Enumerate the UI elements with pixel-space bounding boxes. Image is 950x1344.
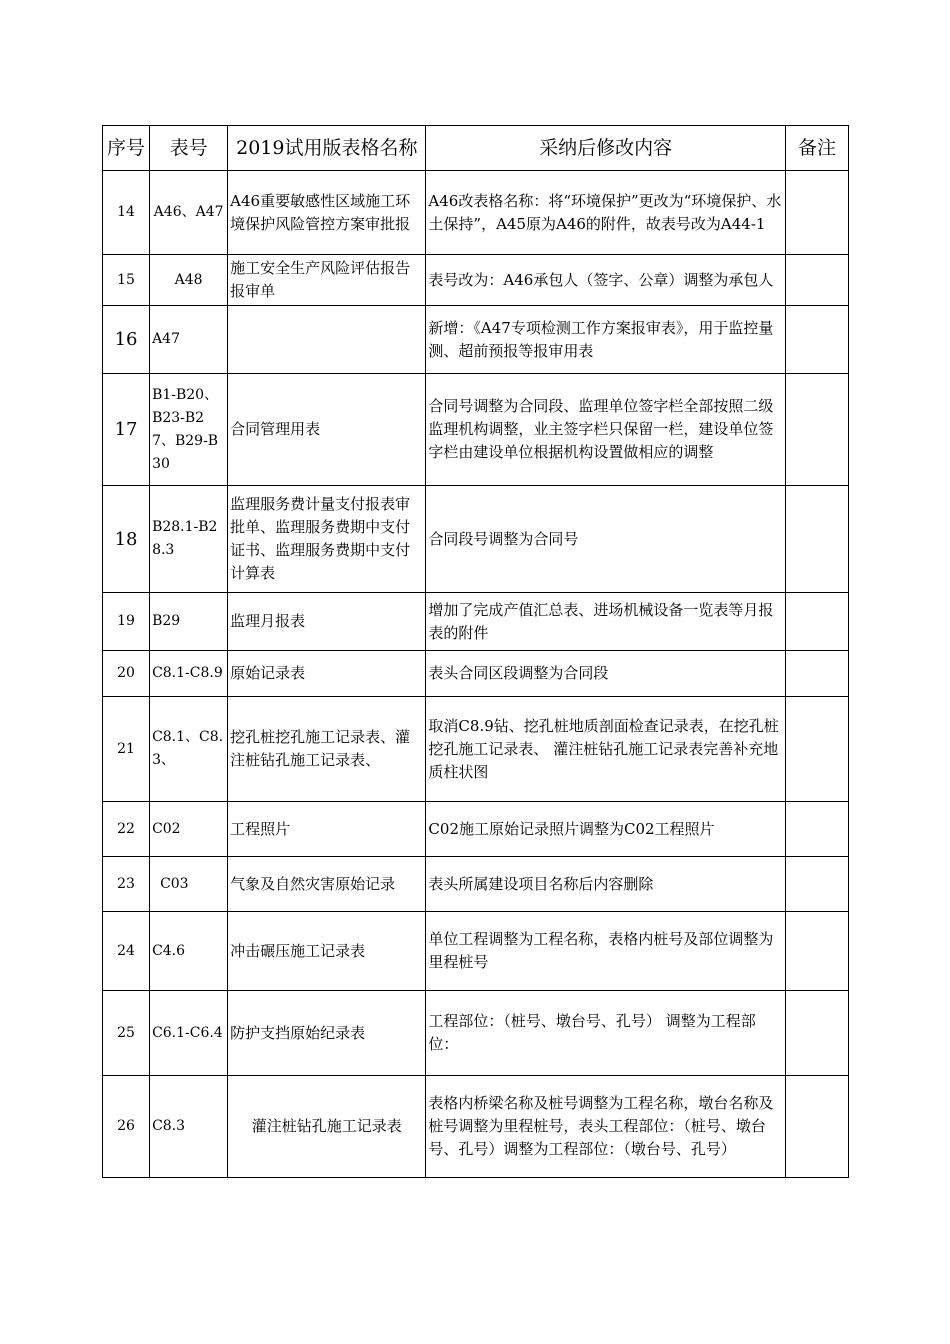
table-row xyxy=(103,486,849,593)
row-name: 工程照片 xyxy=(228,802,426,857)
row-content: 增加了完成产值汇总表、进场机械设备一览表等月报表的附件 xyxy=(426,593,785,651)
row-note xyxy=(785,912,848,991)
row-name xyxy=(228,306,426,374)
row-seq: 20 xyxy=(103,651,150,697)
row-seq: 25 xyxy=(103,991,150,1076)
table-row xyxy=(103,255,849,306)
table-row xyxy=(103,1076,849,1178)
row-content: 表头所属建设项目名称后内容删除 xyxy=(426,857,785,912)
row-code: C8.3 xyxy=(150,1076,228,1178)
row-content: 合同段号调整为合同号 xyxy=(426,486,785,593)
row-note xyxy=(785,255,848,306)
table-row xyxy=(103,697,849,802)
row-note xyxy=(785,697,848,802)
row-code: C6.1-C6.4 xyxy=(150,991,228,1076)
row-content: 新增：《A47专项检测工作方案报审表》，用于监控量测、超前预报等报审用表 xyxy=(426,306,785,374)
row-name: 防护支挡原始纪录表 xyxy=(228,991,426,1076)
row-seq: 19 xyxy=(103,593,150,651)
row-name: A46重要敏感性区域施工环境保护风险管控方案审批报 xyxy=(228,171,426,255)
row-note xyxy=(785,802,848,857)
table-row xyxy=(103,802,849,857)
row-content: 表号改为：A46承包人（签字、公章）调整为承包人 xyxy=(426,255,785,306)
row-code: B29 xyxy=(150,593,228,651)
row-content: 表头合同区段调整为合同段 xyxy=(426,651,785,697)
row-content: C02施工原始记录照片调整为C02工程照片 xyxy=(426,802,785,857)
row-seq: 16 xyxy=(103,306,150,374)
row-content: 取消C8.9钻、挖孔桩地质剖面检查记录表，在挖孔桩挖孔施工记录表、 灌注桩钻孔施工记录表完善补充地质柱状图 xyxy=(426,697,785,802)
row-seq: 23 xyxy=(103,857,150,912)
row-note xyxy=(785,991,848,1076)
table-header-row xyxy=(103,126,849,171)
row-note xyxy=(785,593,848,651)
row-seq: 24 xyxy=(103,912,150,991)
row-code: A47 xyxy=(150,306,228,374)
table-row xyxy=(103,651,849,697)
row-note xyxy=(785,306,848,374)
row-name: 原始记录表 xyxy=(228,651,426,697)
row-seq: 22 xyxy=(103,802,150,857)
row-name: 监理月报表 xyxy=(228,593,426,651)
row-note xyxy=(785,1076,848,1178)
header-note: 备注 xyxy=(785,126,848,171)
table-row xyxy=(103,374,849,486)
row-note xyxy=(785,486,848,593)
header-code: 表号 xyxy=(150,126,228,171)
row-code: A46、A47 xyxy=(150,171,228,255)
row-seq: 17 xyxy=(103,374,150,486)
row-name: 冲击碾压施工记录表 xyxy=(228,912,426,991)
row-name: 灌注桩钻孔施工记录表 xyxy=(228,1076,426,1178)
row-name: 气象及自然灾害原始记录 xyxy=(228,857,426,912)
row-seq: 14 xyxy=(103,171,150,255)
row-name: 监理服务费计量支付报表审批单、监理服务费期中支付证书、监理服务费期中支付计算表 xyxy=(228,486,426,593)
row-note xyxy=(785,374,848,486)
table-row xyxy=(103,857,849,912)
row-seq: 18 xyxy=(103,486,150,593)
row-name: 合同管理用表 xyxy=(228,374,426,486)
row-content: A46改表格名称：将“环境保护”更改为“环境保护、水土保持”，A45原为A46的附件，故表号改为A44-1 xyxy=(426,171,785,255)
row-code: C8.1、C8.3、 xyxy=(150,697,228,802)
row-name: 挖孔桩挖孔施工记录表、灌注桩钻孔施工记录表、 xyxy=(228,697,426,802)
table-row xyxy=(103,593,849,651)
row-code: B28.1-B28.3 xyxy=(150,486,228,593)
row-name: 施工安全生产风险评估报告报审单 xyxy=(228,255,426,306)
row-content: 合同号调整为合同段、监理单位签字栏全部按照二级监理机构调整，业主签字栏只保留一栏，建设单位签字栏由建设单位根据机构设置做相应的调整 xyxy=(426,374,785,486)
row-code: C4.6 xyxy=(150,912,228,991)
table-row xyxy=(103,171,849,255)
revision-table xyxy=(102,125,849,1178)
table-row xyxy=(103,306,849,374)
row-code: B1-B20、B23-B27、B29-B30 xyxy=(152,386,219,472)
table-row xyxy=(103,912,849,991)
row-content: 单位工程调整为工程名称，表格内桩号及部位调整为里程桩号 xyxy=(426,912,785,991)
header-content: 采纳后修改内容 xyxy=(426,126,785,171)
table-row xyxy=(103,991,849,1076)
row-content: 工程部位：（桩号、墩台号、孔号） 调整为工程部位： xyxy=(426,991,785,1076)
row-seq: 15 xyxy=(103,255,150,306)
row-seq: 26 xyxy=(103,1076,150,1178)
row-seq: 21 xyxy=(103,697,150,802)
row-note xyxy=(785,651,848,697)
row-note xyxy=(785,857,848,912)
row-code: C03 xyxy=(150,857,228,912)
row-content: 表格内桥梁名称及桩号调整为工程名称，墩台名称及桩号调整为里程桩号，表头工程部位：（桩号、墩台号、孔号）调整为工程部位：（墩台号、孔号） xyxy=(426,1076,785,1178)
row-code: C02 xyxy=(150,802,228,857)
header-name: 2019试用版表格名称 xyxy=(228,126,426,171)
row-note xyxy=(785,171,848,255)
row-code: A48 xyxy=(150,255,228,306)
row-code: C8.1-C8.9 xyxy=(152,665,223,681)
header-seq: 序号 xyxy=(103,126,150,171)
